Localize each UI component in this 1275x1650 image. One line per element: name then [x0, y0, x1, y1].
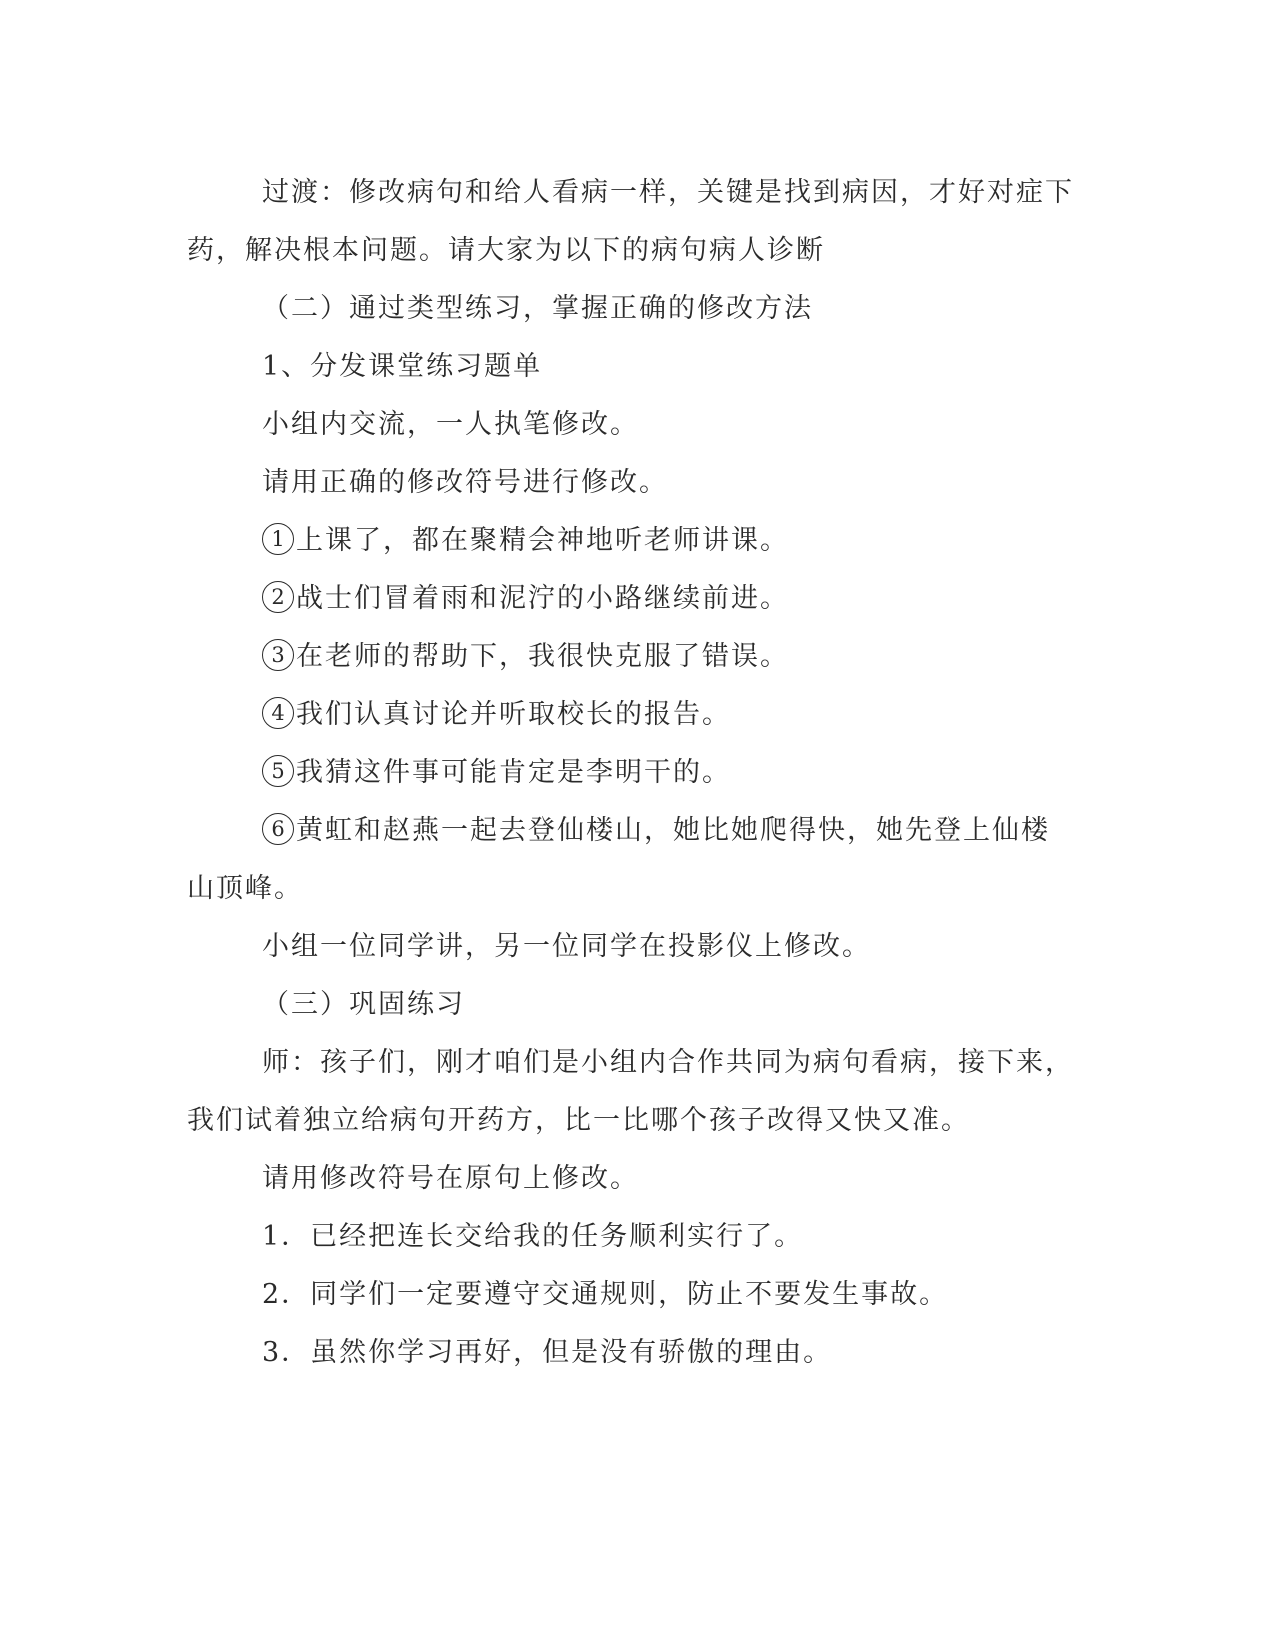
circled-number-5: 5	[262, 755, 294, 787]
circled-number-4: 4	[262, 697, 294, 729]
circled-number-3: 3	[262, 639, 294, 671]
document-body	[187, 164, 1075, 1382]
exercise-item	[187, 512, 1075, 570]
in-place-instruction: 请用修改符号在原句上修改。	[262, 1163, 639, 1194]
section-heading-3: （三）巩固练习	[262, 989, 465, 1020]
group-instruction: 小组内交流，一人执笔修改。	[262, 409, 639, 440]
exercise-text: 我猜这件事可能肯定是李明干的。	[296, 757, 731, 788]
exercise-text: 在老师的帮助下，我很快克服了错误。	[296, 641, 789, 672]
exercise-text: 上课了，都在聚精会神地听老师讲课。	[296, 525, 789, 556]
projector-instruction: 小组一位同学讲，另一位同学在投影仪上修改。	[262, 931, 871, 962]
step-1-heading: 1、分发课堂练习题单	[262, 351, 543, 382]
consolidation-item: 1．已经把连长交给我的任务顺利实行了。	[262, 1221, 804, 1252]
consolidation-item: 2．同学们一定要遵守交通规则，防止不要发生事故。	[262, 1279, 949, 1310]
exercise-item	[187, 570, 1075, 628]
exercise-item	[187, 686, 1075, 744]
circled-number-6: 6	[262, 813, 294, 845]
symbol-instruction: 请用正确的修改符号进行修改。	[262, 467, 668, 498]
section-heading-2: （二）通过类型练习，掌握正确的修改方法	[262, 293, 813, 324]
exercise-item	[187, 744, 1075, 802]
consolidation-item: 3．虽然你学习再好，但是没有骄傲的理由。	[262, 1337, 833, 1368]
circled-number-1: 1	[262, 523, 294, 555]
exercise-text: 我们认真讨论并听取校长的报告。	[296, 699, 731, 730]
teacher-speech: 师：孩子们，刚才咱们是小组内合作共同为病句看病，接下来，我们试着独立给病句开药方，比一比哪个孩子改得又快又准。	[187, 1047, 1074, 1136]
circled-number-2: 2	[262, 581, 294, 613]
transition-paragraph: 过渡：修改病句和给人看病一样，关键是找到病因，才好对症下药，解决根本问题。请大家为以下的病句病人诊断	[187, 177, 1074, 266]
exercise-text: 黄虹和赵燕一起去登仙楼山，她比她爬得快，她先登上仙楼山顶峰。	[187, 815, 1050, 904]
exercise-text: 战士们冒着雨和泥泞的小路继续前进。	[296, 583, 789, 614]
exercise-item	[187, 628, 1075, 686]
exercise-item	[187, 802, 1075, 918]
